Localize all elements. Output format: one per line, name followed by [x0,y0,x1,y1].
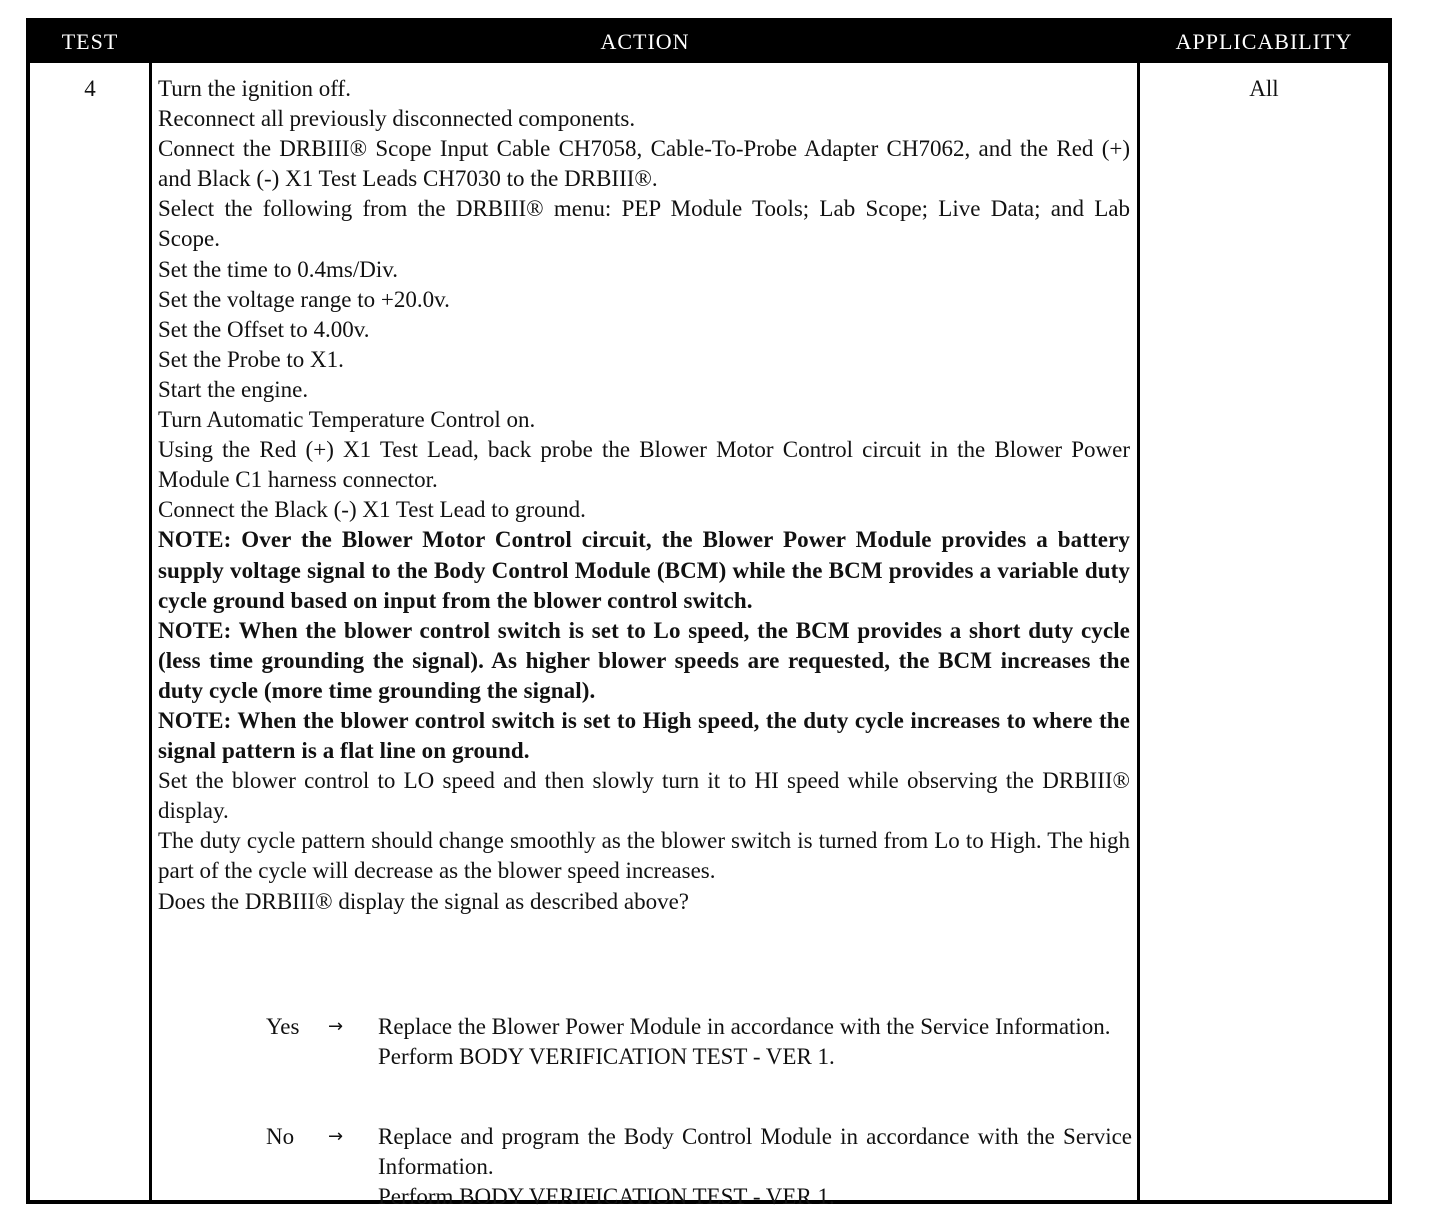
no-instruction-line: Perform BODY VERIFICATION TEST - VER 1. [378,1184,835,1209]
no-instruction-line: Replace and program the Body Control Module in accordance with the Service Information. [378,1124,1132,1179]
header-applicability: APPLICABILITY [1175,29,1353,54]
yes-instructions [378,1012,1132,1072]
diagnostic-test-table [26,18,1392,1209]
action-line: Select the following from the DRBIII® menu: PEP Module Tools; Lab Scope; Live Data; and Lab Scope. [158,196,1130,252]
action-line: The duty cycle pattern should change smoothly as the blower switch is turned from Lo to High. The high part of the cycle will decrease as the blower speed increases. [158,828,1130,884]
yes-instruction-line: Perform BODY VERIFICATION TEST - VER 1. [378,1044,835,1069]
no-instructions [378,1122,1132,1212]
table-header-row [30,22,1388,61]
action-line: Connect the Black (-) X1 Test Lead to ground. [158,497,586,523]
action-cell [158,74,1130,917]
action-line: Connect the DRBIII® Scope Input Cable CH7058, Cable-To-Probe Adapter CH7062, and the Red (+) and Black (-) X1 Test Leads CH7030 to the DRBIII®. [158,136,1130,192]
yes-label: Yes [266,1014,300,1039]
action-line: Set the Offset to 4.00v. [158,316,370,342]
action-line: Turn Automatic Temperature Control on. [158,407,536,433]
action-line: Set the Probe to X1. [158,346,344,372]
action-line: Reconnect all previously disconnected components. [158,106,636,132]
action-line: Set the time to 0.4ms/Div. [158,256,398,282]
right-arrow-icon: → [328,1016,344,1037]
column-divider-test-action [149,61,152,1200]
header-action: ACTION [600,29,690,54]
note-text: NOTE: When the blower control switch is set to High speed, the duty cycle increases to where the signal pattern is a flat line on ground. [158,707,1130,764]
question-line: Does the DRBIII® display the signal as described above? [158,888,689,914]
column-divider-action-applicability [1137,61,1140,1200]
action-line: Start the engine. [158,376,309,402]
test-number-cell: 4 [84,76,96,101]
no-label: No [266,1124,295,1149]
action-line: Turn the ignition off. [158,76,351,101]
action-line: Set the blower control to LO speed and then slowly turn it to HI speed while observing the DRBIII® display. [158,768,1130,824]
note-text: NOTE: When the blower control switch is set to Lo speed, the BCM provides a short duty cycle (less time grounding the signal). As higher blower speeds are requested, the BCM increases the duty cycle (more time grounding the signal). [158,617,1130,703]
right-arrow-icon: → [328,1126,344,1147]
action-line: Using the Red (+) X1 Test Lead, back probe the Blower Motor Control circuit in the Blower Power Module C1 harness connector. [158,437,1130,493]
note-text: NOTE: Over the Blower Motor Control circuit, the Blower Power Module provides a battery supply voltage signal to the Body Control Module (BCM) while the BCM provides a variable duty cycle ground based on input from the blower control switch. [158,527,1130,613]
header-test: TEST [61,29,119,54]
applicability-cell: All [1249,76,1279,101]
action-line: Set the voltage range to +20.0v. [158,286,450,312]
header-divider [30,61,1388,63]
yes-instruction-line: Replace the Blower Power Module in accordance with the Service Information. [378,1014,1111,1039]
